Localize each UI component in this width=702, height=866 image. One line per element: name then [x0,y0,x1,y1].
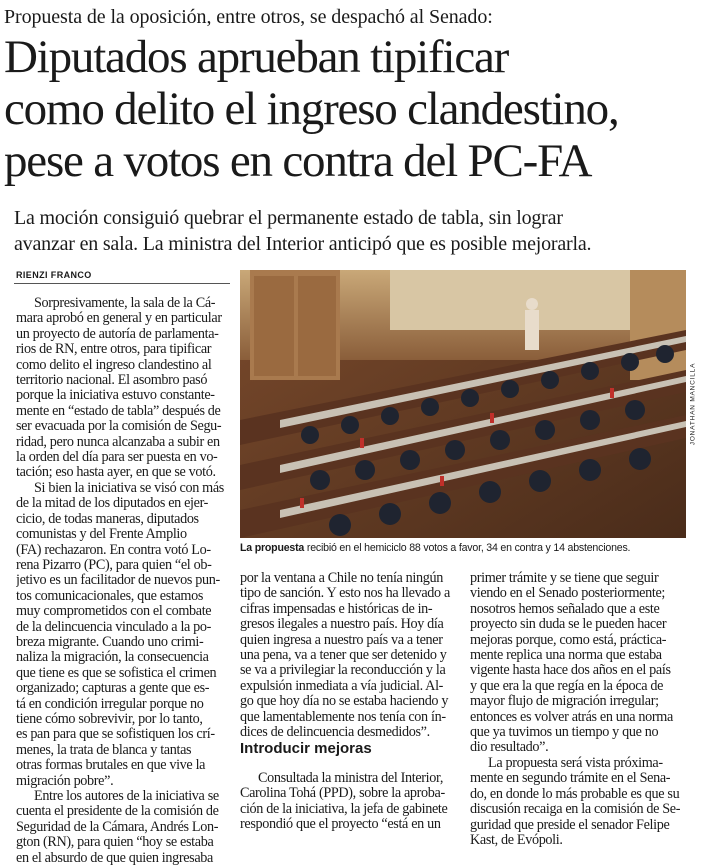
text-line: cifras impensadas e históricas de in- [240,601,433,617]
article-column-2 [240,571,454,740]
text-line: Kast, de Evópoli. [470,832,563,848]
text-line: respondió que el proyecto “está en un [240,817,441,833]
text-line: que tiene es que se sofistica el crimen [16,665,217,681]
text-line: de la delincuencia vinculado a la po- [16,619,212,635]
text-line: territorio nacional. El asombro pasó [16,373,208,389]
text-line: Entre los autores de la iniciativa se [34,789,219,804]
article-column-1 [16,296,232,866]
text-line: otras formas brutales en que vive la [16,758,206,774]
text-line: viendo en el Senado posteriormente; [470,586,665,602]
text-line: guridad que preside el senador Felipe [470,817,670,833]
text-line: Si bien la iniciativa se visó con más [34,480,224,496]
text-line: rena Pizarro (PC), para quien “el ob- [16,557,212,573]
article-column-2-continued [240,771,454,833]
deck-line: La moción consiguió quebrar el permanente estado de tabla, sin lograr [14,207,563,229]
byline: RIENZI FRANCO [16,270,92,280]
caption-lead: La propuesta [240,542,305,554]
text-line: es pan para que se sofistiquen los crí- [16,727,215,743]
text-line: expulsión inmediata a vía judicial. Al- [240,678,444,694]
text-line: comunistas y del Frente Amplio [16,527,187,543]
text-line: go que hoy día no se estaba haciendo y [240,694,449,710]
photo-caption [240,542,690,554]
text-line: ción de la iniciativa, la jefa de gabinete [240,801,448,817]
text-line: breza migrante. Cuando uno crimi- [16,634,204,650]
text-line: de la mitad de los diputados en ejer- [16,496,209,512]
text-line: mejoras porque, como está, práctica- [470,632,667,648]
text-line: tación; eso hasta ayer, en que se votó. [16,465,216,481]
text-line: gton (RN), para quien “hoy se estaba [16,835,214,851]
text-line: porque la iniciativa estuvo constante- [16,388,215,404]
subheading: Introducir mejoras [240,740,372,757]
text-line: dices de delincuencia desmedidos”. [240,725,430,741]
text-line: la orden del día para ser puesta en vo- [16,450,218,466]
headline [4,31,698,187]
text-line: entonces es volver atrás en una norma [470,709,673,725]
text-line: que ya tuvimos un tiempo y que no [470,725,659,741]
text-line: mente en “estado de tabla” después de [16,403,221,419]
text-line: ser evacuada por la comisión de Segu- [16,419,222,435]
text-line: Carolina Tohá (PPD), sobre la aproba- [240,786,445,802]
text-line: quien ingresa a nuestro país va a tener [240,632,443,648]
headline-line: Diputados aprueban tipificar [4,31,509,83]
text-line: mayor flujo de migración irregular; [470,694,659,710]
text-line: primer trámite y se tiene que seguir [470,571,659,586]
text-line: y que era la que regía en la época de [470,678,664,694]
text-line: mara aprobó en general y en particular [16,311,222,327]
text-line: dio resultado”. [470,740,549,756]
text-line: Seguridad de la Cámara, Andrés Lon- [16,819,219,835]
text-line: naliza la migración, la consecuencia [16,650,209,666]
chamber-photo-illustration [240,270,686,538]
text-line: en el absurdo de que quien ingresaba [16,850,213,866]
text-line: jetivo es un facilitador de nuevos pun- [16,573,220,589]
text-line: que lamentablemente nos tenía con ín- [240,709,446,725]
text-line: como delito el ingreso clandestino al [16,357,212,373]
text-line: una pena, va a tener que ser detenido y [240,648,447,664]
text-line: ridad, pero nunca alcanzaba a subir en [16,434,220,450]
kicker: Propuesta de la oposición, entre otros, se despachó al Senado: [4,6,493,28]
text-line: mente en segundo trámite en el Sena- [470,771,671,787]
chamber-photo [240,270,686,538]
text-line: Sorpresivamente, la sala de la Cá- [34,296,216,311]
text-line: proyecto sin duda se le pueden hacer [470,617,667,633]
text-line: tipo de sanción. Y esto nos ha llevado a [240,586,450,602]
text-line: menes, la trata de blanca y tantas [16,742,192,758]
article-column-3 [470,571,688,848]
headline-line: pese a votos en contra del PC-FA [4,135,592,187]
photo-credit-text: JONATHAN MANCILLA [689,362,697,446]
text-line: nosotros hemos señalado que a este [470,601,660,617]
text-line: organizado; capturas a gente que es- [16,681,210,697]
text-line: cuenta el presidente de la comisión de [16,804,219,820]
text-line: tiene cómo sobrevivir, por lo tanto, [16,711,203,727]
text-line: cicio, de todas maneras, diputados [16,511,199,527]
deck-line: avanzar en sala. La ministra del Interior anticipó que es posible mejorarla. [14,233,592,255]
text-line: mente replica una norma que estaba [470,648,662,664]
text-line: vigente hasta hace dos años en el país [470,663,671,679]
text-line: un proyecto de autoría de parlamenta- [16,326,219,342]
text-line: rios de RN, entre otros, para tipificar [16,342,212,358]
text-line: Consultada la ministra del Interior, [258,771,444,786]
text-line: tá en condición irregular porque no [16,696,204,712]
photo-credit [686,270,700,538]
byline-rule [14,283,230,284]
deck [14,205,694,257]
text-line: (FA) rechazaron. En contra votó Lo- [16,542,211,558]
headline-line: como delito el ingreso clandestino, [4,83,619,135]
text-line: do, en donde lo más probable es que su [470,786,680,802]
text-line: La propuesta será vista próxima- [488,755,663,771]
text-line: se va a privilegiar la reconducción y la [240,663,446,679]
text-line: tos comunicacionales, que estamos [16,588,204,604]
text-line: discusión recaiga en la comisión de Se- [470,802,681,818]
caption-text: recibió en el hemiciclo 88 votos a favor, 34 en contra y 14 abstenciones. [304,542,631,554]
text-line: muy comprometidos con el combate [16,604,212,620]
text-line: gresos ilegales a nuestro país. Hoy día [240,617,444,633]
text-line: por la ventana a Chile no tenía ningún [240,571,443,586]
text-line: migración pobre”. [16,773,114,789]
